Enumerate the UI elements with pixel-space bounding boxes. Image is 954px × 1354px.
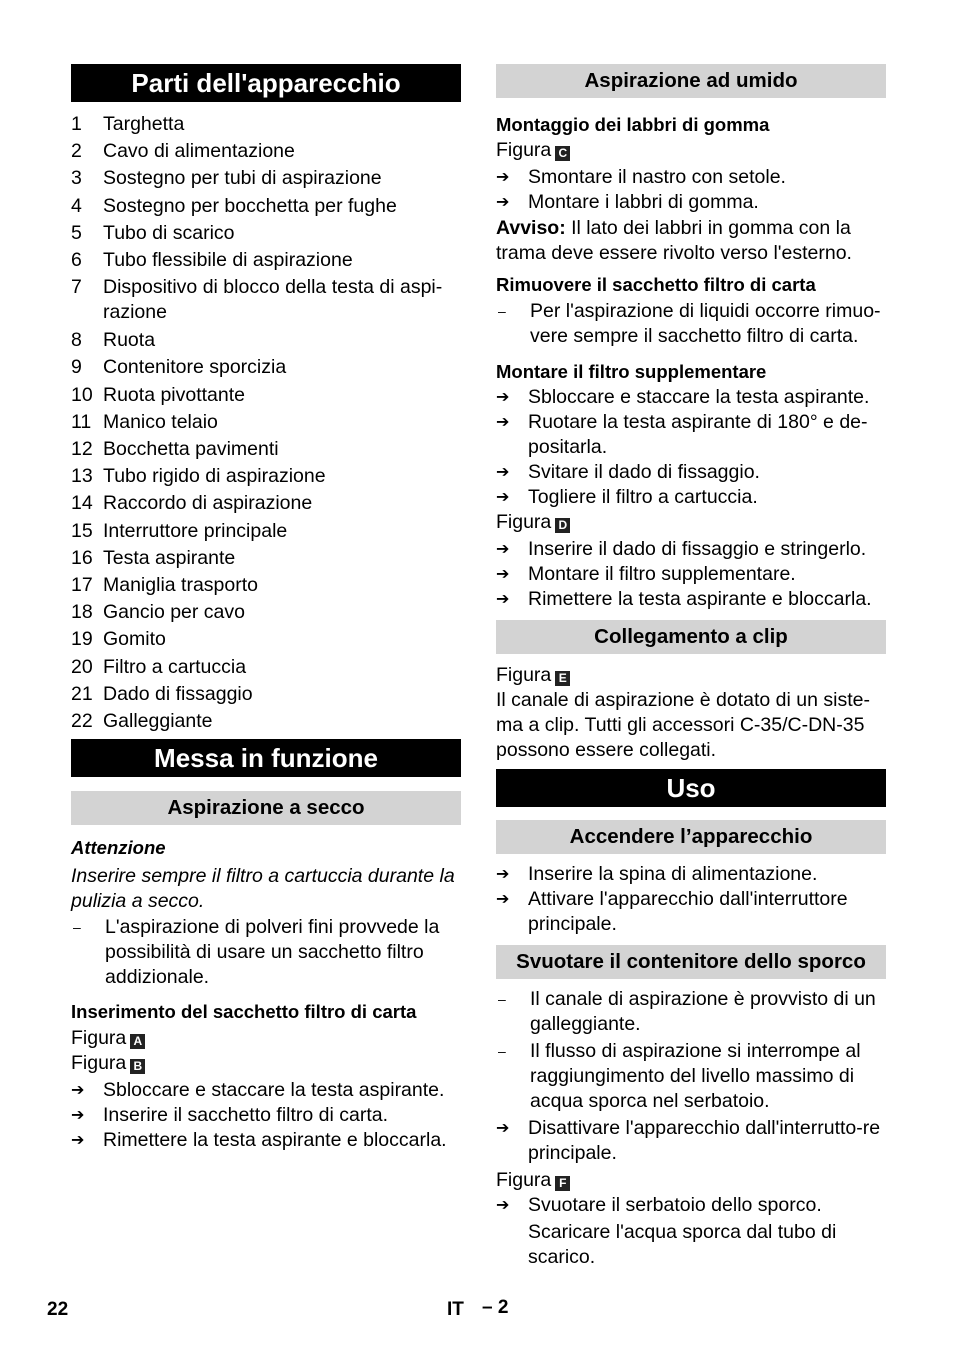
part-label: Ruota pivottante [103,383,246,406]
use-heading: Uso [496,769,886,807]
step-item: ➔ Sbloccare e staccare la testa aspirante. [496,386,870,408]
notice: Avviso: Il lato dei labbri in gomma con la trama deve essere rivolto verso l'esterno. [496,217,852,264]
step-item: ➔ Togliere il filtro a cartuccia. [496,486,758,508]
extra-filter-steps-2 [496,537,886,612]
figure-b: Figura B [71,1051,461,1076]
part-number: 1 [71,113,82,135]
part-number: 14 [71,492,93,515]
empty-notes [496,987,886,1114]
step-item: ➔ Inserire la spina di alimentazione. [496,863,818,885]
arrow-icon: ➔ [71,1132,85,1150]
dry-vacuum-heading: Aspirazione a secco [71,791,461,825]
part-number: 15 [71,519,93,542]
figure-c-badge: C [555,146,570,161]
part-number: 6 [71,249,82,272]
part-item [71,274,461,327]
part-label: Bocchetta pavimenti [103,438,279,461]
step-item: ➔ Inserire il dado di fissaggio e stringerlo. [496,538,867,560]
part-item [71,545,461,572]
figure-a: Figura A [71,1026,461,1051]
page-sub-number: – 2 [482,1297,509,1318]
part-label: Contenitore sporcizia [103,356,287,379]
part-item [71,111,461,138]
part-item [71,193,461,220]
part-number: 3 [71,167,82,190]
remove-bag-note: – Per l'aspirazione di liquidi occorre rimuo-vere sempre il sacchetto filtro di carta. [498,300,881,347]
power-steps [496,862,886,937]
part-item [71,490,461,517]
part-item [71,382,461,409]
part-item [71,599,461,626]
part-label: Tubo rigido di aspirazione [103,465,326,488]
figure-e-badge: E [555,671,570,686]
arrow-icon: ➔ [496,1120,510,1137]
part-item [71,518,461,545]
part-label: Tubo flessibile di aspirazione [103,249,353,272]
arrow-icon: ➔ [496,891,510,908]
parts-list [71,111,461,735]
step-item: ➔ Inserire il sacchetto filtro di carta. [71,1104,389,1127]
lips-heading: Montaggio dei labbri di gomma [496,114,770,135]
parts-heading: Parti dell'apparecchio [71,64,461,102]
part-item [71,247,461,274]
dash-marker: – [73,919,81,936]
extra-filter-heading: Montare il filtro supplementare [496,361,767,382]
empty-step-2: ➔ Svuotare il serbatoio dello sporco. [496,1194,822,1216]
part-item [71,463,461,490]
arrow-icon: ➔ [496,414,510,431]
part-number: 10 [71,383,93,406]
step-item: ➔ Montare il filtro supplementare. [496,563,796,585]
part-label: Sostegno per bocchetta per fughe [103,194,397,217]
part-item [71,681,461,708]
part-item [71,165,461,192]
figure-d-badge: D [555,518,570,533]
part-label: Gancio per cavo [103,601,245,624]
part-item [71,436,461,463]
arrow-icon: ➔ [496,866,510,883]
clip-text: Il canale di aspirazione è dotato di un siste-ma a clip. Tutti gli accessori C-35/C-DN-35 possono essere collegati. [496,689,870,761]
arrow-icon: ➔ [496,169,510,186]
part-label: Galleggiante [103,710,213,733]
clip-heading: Collegamento a clip [496,620,886,654]
left-column [71,64,461,1153]
wet-vacuum-heading: Aspirazione ad umido [496,64,886,98]
note-item: – Il flusso di aspirazione si interrompe al raggiungimento del livello massimo di acqua sporca nel serbatoio. [498,1040,861,1112]
part-label: Interruttore principale [103,519,288,542]
arrow-icon: ➔ [496,489,510,506]
step-item: ➔ Svitare il dado di fissaggio. [496,461,760,483]
part-number: 21 [71,682,93,705]
part-number: 11 [71,410,92,433]
arrow-icon: ➔ [496,1197,510,1214]
part-item [71,626,461,653]
step-item: ➔ Rimettere la testa aspirante e bloccarla. [496,588,872,610]
figure-a-badge: A [130,1034,145,1049]
part-label: Targhetta [103,113,185,135]
step-item: ➔ Sbloccare e staccare la testa aspirante. [71,1079,445,1102]
arrow-icon: ➔ [71,1082,85,1100]
part-label: Maniglia trasporto [103,574,258,597]
empty-text: Scaricare l'acqua sporca dal tubo di scarico. [528,1221,837,1268]
part-label: Testa aspirante [103,546,236,569]
step-item: ➔ Ruotare la testa aspirante di 180° e de-positarla. [496,411,868,458]
dry-note: – L'aspirazione di polveri fini provvede la possibilità di usare un sacchetto filtro addizionale. [73,916,440,989]
part-item [71,708,461,735]
arrow-icon: ➔ [71,1107,85,1125]
startup-heading: Messa in funzione [71,739,461,777]
part-number: 16 [71,546,93,569]
language-code: IT [447,1299,464,1320]
figure-b-badge: B [130,1059,145,1074]
part-label: Manico telaio [103,410,218,433]
arrow-icon: ➔ [496,194,510,211]
part-item [71,220,461,247]
part-item [71,138,461,165]
extra-filter-steps-1 [496,385,886,510]
part-number: 17 [71,574,93,597]
arrow-icon: ➔ [496,591,510,608]
part-item [71,572,461,599]
attention-label: Attenzione [71,837,166,859]
part-item [71,327,461,354]
lips-steps [496,165,886,215]
right-column [496,64,886,1270]
step-item: ➔ Montare i labbri di gomma. [496,191,759,213]
figure-f: Figura F [496,1168,886,1193]
remove-bag-heading: Rimuovere il sacchetto filtro di carta [496,274,816,295]
part-label: Gomito [103,628,166,651]
part-label: Cavo di alimentazione [103,140,295,163]
attention-text: Inserire sempre il filtro a cartuccia durante la pulizia a secco. [71,865,455,913]
part-label: Sostegno per tubi di aspirazione [103,167,382,190]
dash-marker: – [498,991,506,1007]
page-number: 22 [47,1299,69,1320]
part-label: Dispositivo di blocco della testa di aspi-razione [103,276,443,324]
note-item: – Il canale di aspirazione è provvisto di un galleggiante. [498,988,876,1035]
arrow-icon: ➔ [496,464,510,481]
part-number: 12 [71,438,93,461]
part-number: 22 [71,710,93,733]
part-number: 18 [71,601,93,624]
step-item: ➔ Smontare il nastro con setole. [496,166,786,188]
power-heading: Accendere l’apparecchio [496,820,886,854]
dash-marker: – [498,1043,506,1059]
empty-heading: Svuotare il contenitore dello sporco [496,945,886,979]
empty-step: ➔ Disattivare l'apparecchio dall'interrutto-re principale. [496,1117,881,1164]
part-label: Raccordo di aspirazione [103,492,313,515]
figure-d: Figura D [496,510,886,535]
figure-e: Figura E [496,663,886,688]
arrow-icon: ➔ [496,566,510,583]
bag-heading: Inserimento del sacchetto filtro di carta [71,1001,417,1023]
part-number: 20 [71,655,93,678]
arrow-icon: ➔ [496,389,510,406]
step-item: ➔ Rimettere la testa aspirante e bloccarla. [71,1129,447,1152]
part-number: 19 [71,628,93,651]
part-item [71,654,461,681]
figure-c: Figura C [496,138,886,163]
part-number: 2 [71,140,82,163]
bag-steps [71,1078,461,1153]
arrow-icon: ➔ [496,541,510,558]
dash-marker: – [498,303,506,319]
part-number: 7 [71,276,82,299]
figure-f-badge: F [555,1176,570,1191]
part-label: Filtro a cartuccia [103,655,247,678]
part-number: 9 [71,356,82,379]
part-label: Tubo di scarico [103,221,235,244]
part-label: Dado di fissaggio [103,682,253,705]
part-number: 13 [71,465,93,488]
part-number: 5 [71,221,82,244]
part-item [71,409,461,436]
part-number: 4 [71,194,82,217]
step-item: ➔ Attivare l'apparecchio dall'interruttore principale. [496,888,848,935]
part-item [71,354,461,381]
part-number: 8 [71,329,82,352]
part-label: Ruota [103,329,156,352]
